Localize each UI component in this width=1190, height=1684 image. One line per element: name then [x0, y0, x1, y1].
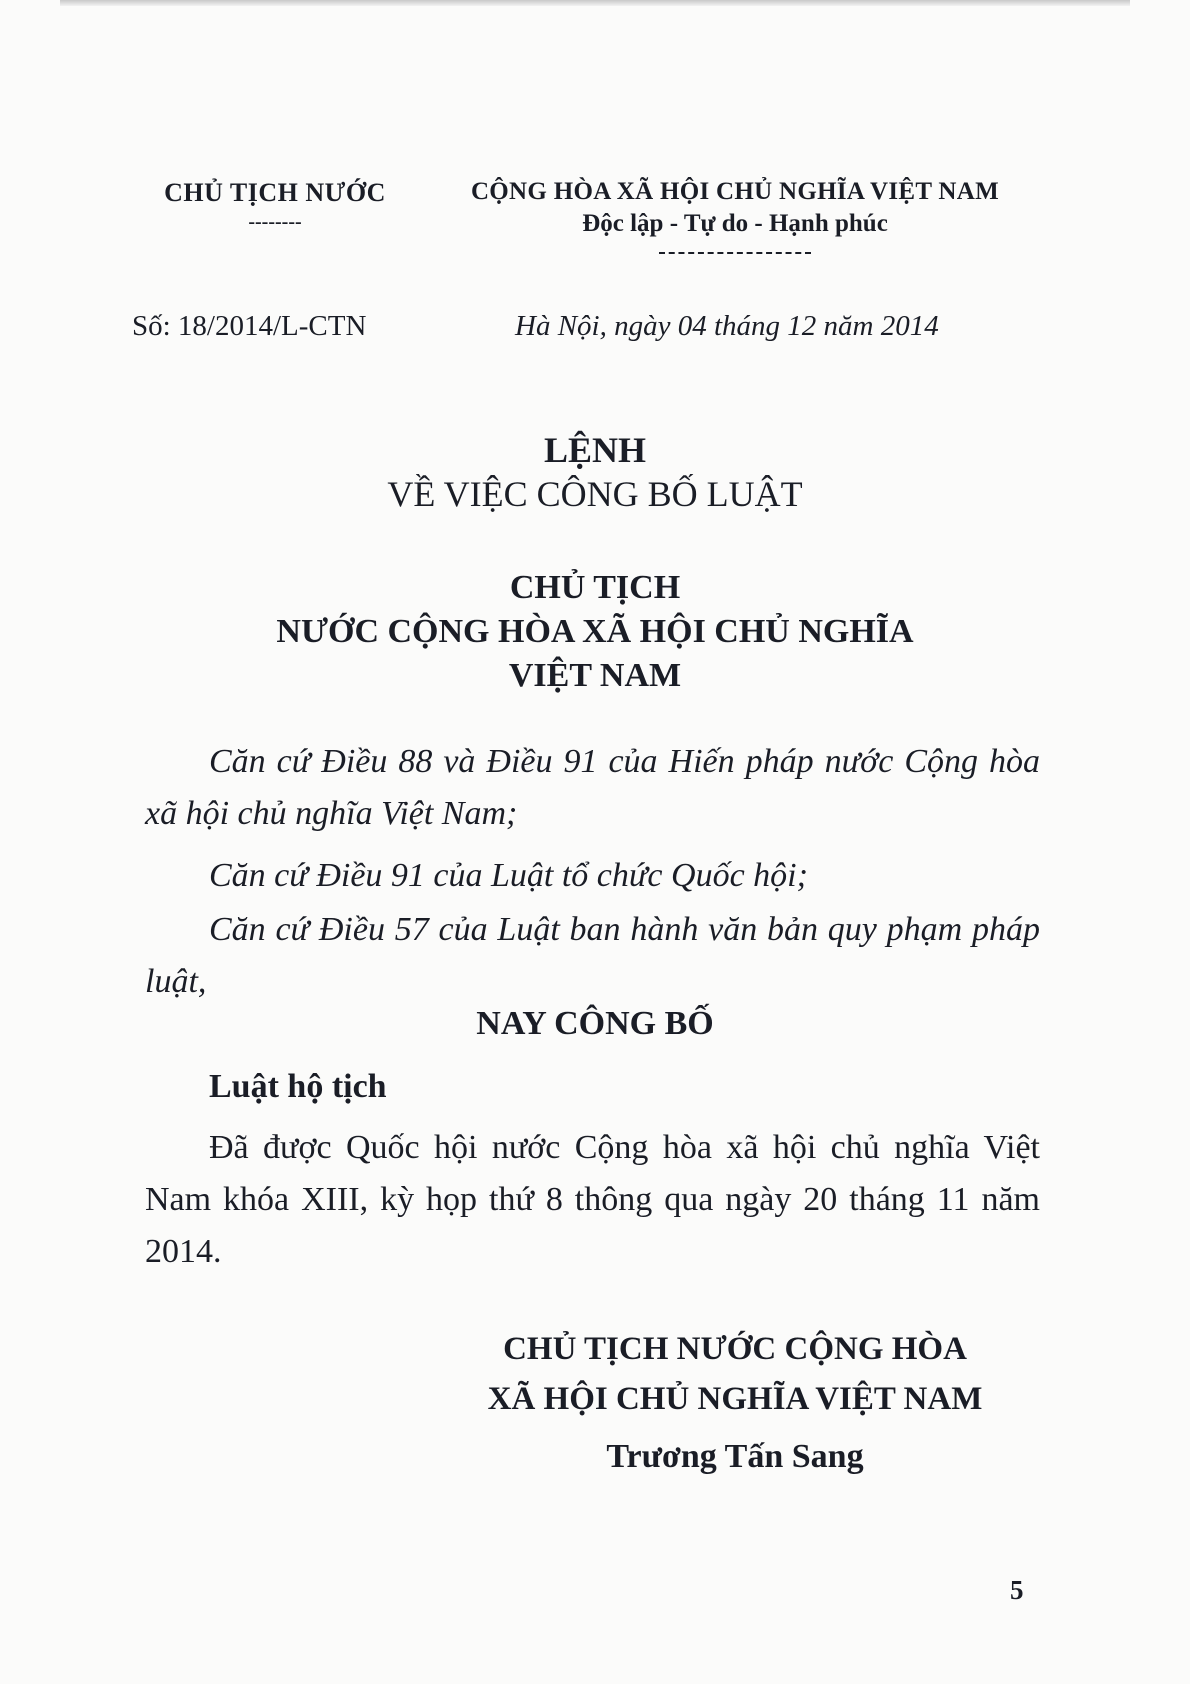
document-number: Số: 18/2014/L-CTN — [132, 310, 367, 342]
page-top-edge — [60, 0, 1130, 6]
issuer-title — [0, 566, 1190, 698]
place-and-date: Hà Nội, ngày 04 tháng 12 năm 2014 — [515, 310, 939, 342]
signature-title-line-2: XÃ HỘI CHỦ NGHĨA VIỆT NAM — [487, 1381, 983, 1417]
header-agency-block — [130, 178, 420, 232]
signature-title-line-1: CHỦ TỊCH NƯỚC CỘNG HÒA — [503, 1331, 967, 1367]
document-title — [0, 428, 1190, 516]
legal-basis-2: Căn cứ Điều 91 của Luật tổ chức Quốc hội; — [209, 857, 808, 894]
page-number: 5 — [1010, 1575, 1024, 1605]
header-nation-block — [455, 178, 1015, 254]
announce-heading: NAY CÔNG BỐ — [476, 1005, 714, 1042]
nation-name: CỘNG HÒA XÃ HỘI CHỦ NGHĨA VIỆT NAM — [470, 178, 1000, 205]
issuer-line-3: VIỆT NAM — [508, 657, 682, 694]
signature-block — [435, 1324, 1035, 1482]
title-line-1: LỆNH — [543, 430, 647, 470]
issuer-line-2: NƯỚC CỘNG HÒA XÃ HỘI CHỦ NGHĨA — [276, 613, 914, 650]
agency-divider: -------- — [248, 211, 302, 233]
title-line-2: VỀ VIỆC CÔNG BỐ LUẬT — [387, 474, 803, 514]
motto-divider — [659, 252, 811, 254]
signer-name: Trương Tấn Sang — [606, 1438, 864, 1475]
agency-name: CHỦ TỊCH NƯỚC — [164, 178, 386, 207]
passage-statement: Đã được Quốc hội nước Cộng hòa xã hội chủ nghĩa Việt Nam khóa XIII, kỳ họp thứ 8 thông qua ngày 20 tháng 11 năm 2014. — [145, 1129, 1040, 1270]
legal-basis-3: Căn cứ Điều 57 của Luật ban hành văn bản quy phạm pháp luật, — [145, 911, 1040, 1000]
national-motto: Độc lập - Tự do - Hạnh phúc — [582, 210, 888, 237]
issuer-line-1: CHỦ TỊCH — [509, 569, 681, 606]
legal-basis-1: Căn cứ Điều 88 và Điều 91 của Hiến pháp nước Cộng hòa xã hội chủ nghĩa Việt Nam; — [145, 743, 1040, 832]
law-name: Luật hộ tịch — [209, 1068, 387, 1105]
